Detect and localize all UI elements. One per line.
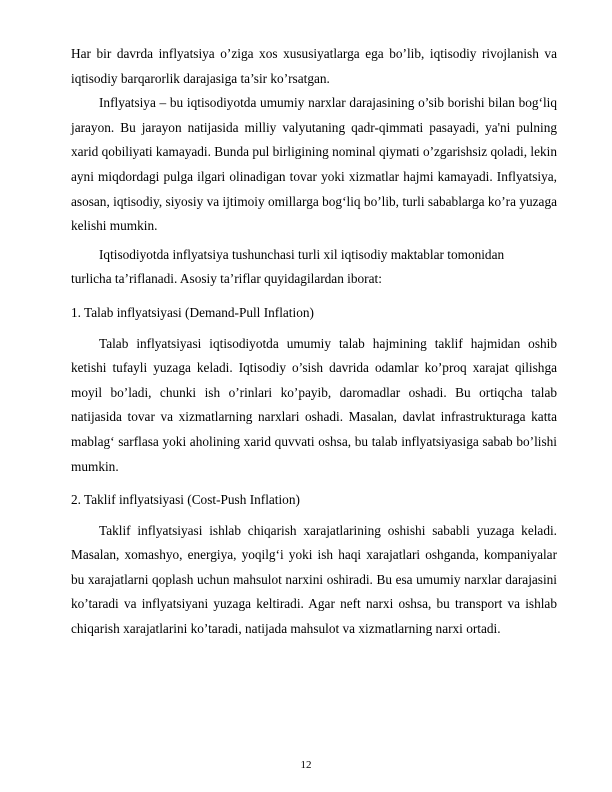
paragraph-schools-continuation: turlicha ta’riflanadi. Asosiy ta’riflar quyidagilardan iborat:: [71, 271, 382, 287]
paragraph-definition: Inflyatsiya – bu iqtisodiyotda umumiy narxlar darajasining o’sib borishi bilan bog‘liq jarayon. Bu jarayon natijasida milliy valyutaning qadr-qimmati pasayadi, ya'ni pulning xarid qobiliyati kamayadi. Bunda pul birligining nominal qiymati o’zgarishsiz qoladi, lekin ayni miqdordagi pulga ilgari olinadigan tovar yoki xizmatlar hajmi kamayadi. Inflyatsiya, asosan, iqtisodiy, siyosiy va ijtimoiy omillarga bog‘liq bo’lib, turli sabablarga ko’ra yuzaga kelishi mumkin.: [71, 95, 557, 234]
paragraph-schools-line: Iqtisodiyotda inflyatsiya tushunchasi turli xil iqtisodiy maktablar tomonidan: [99, 246, 505, 262]
paragraph-intro: Har bir davrda inflyatsiya o’ziga xos xususiyatlarga ega bo’lib, iqtisodiy rivojlanish va iqtisodiy barqarorlik darajasiga ta’sir ko’rsatgan.: [71, 46, 557, 86]
paragraph-demand-pull: Talab inflyatsiyasi iqtisodiyotda umumiy talab hajmining taklif hajmidan oshib ketishi tufayli yuzaga keladi. Iqtisodiy o’sish davrida odamlar ko’proq xarajat qilishga moyil bo’ladi, chunki ish o’rinlari ko’payib, daromadlar oshadi. Bu ortiqcha talab natijasida tovar va xizmatlarning narxlari oshadi. Masalan, davlat infrastrukturaga katta mablag‘ sarflasa yoki aholining xarid quvvati oshsa, bu talab inflyatsiyasiga sabab bo’lishi mumkin.: [71, 335, 557, 474]
paragraph-cost-push: Taklif inflyatsiyasi ishlab chiqarish xarajatlarining oshishi sababli yuzaga keladi. Masalan, xomashyo, energiya, yoqilg‘i yoki ish haqi xarajatlari oshganda, kompaniyalar bu xarajatlarni qoplash uchun mahsulot narxini oshiradi. Bu esa umumiy narxlar darajasini ko’taradi va inflyatsiyani yuzaga keltiradi. Agar neft narxi oshsa, bu transport va ishlab chiqarish xarajatlarini ko’taradi, natijada mahsulot va xizmatlarning narxi ortadi.: [71, 522, 557, 637]
document-page: [71, 42, 557, 642]
section-heading-cost-push: 2. Taklif inflyatsiyasi (Cost-Push Inflation): [71, 492, 300, 508]
page-number: 12: [300, 759, 312, 771]
section-heading-demand-pull: 1. Talab inflyatsiyasi (Demand-Pull Inflation): [71, 304, 314, 320]
